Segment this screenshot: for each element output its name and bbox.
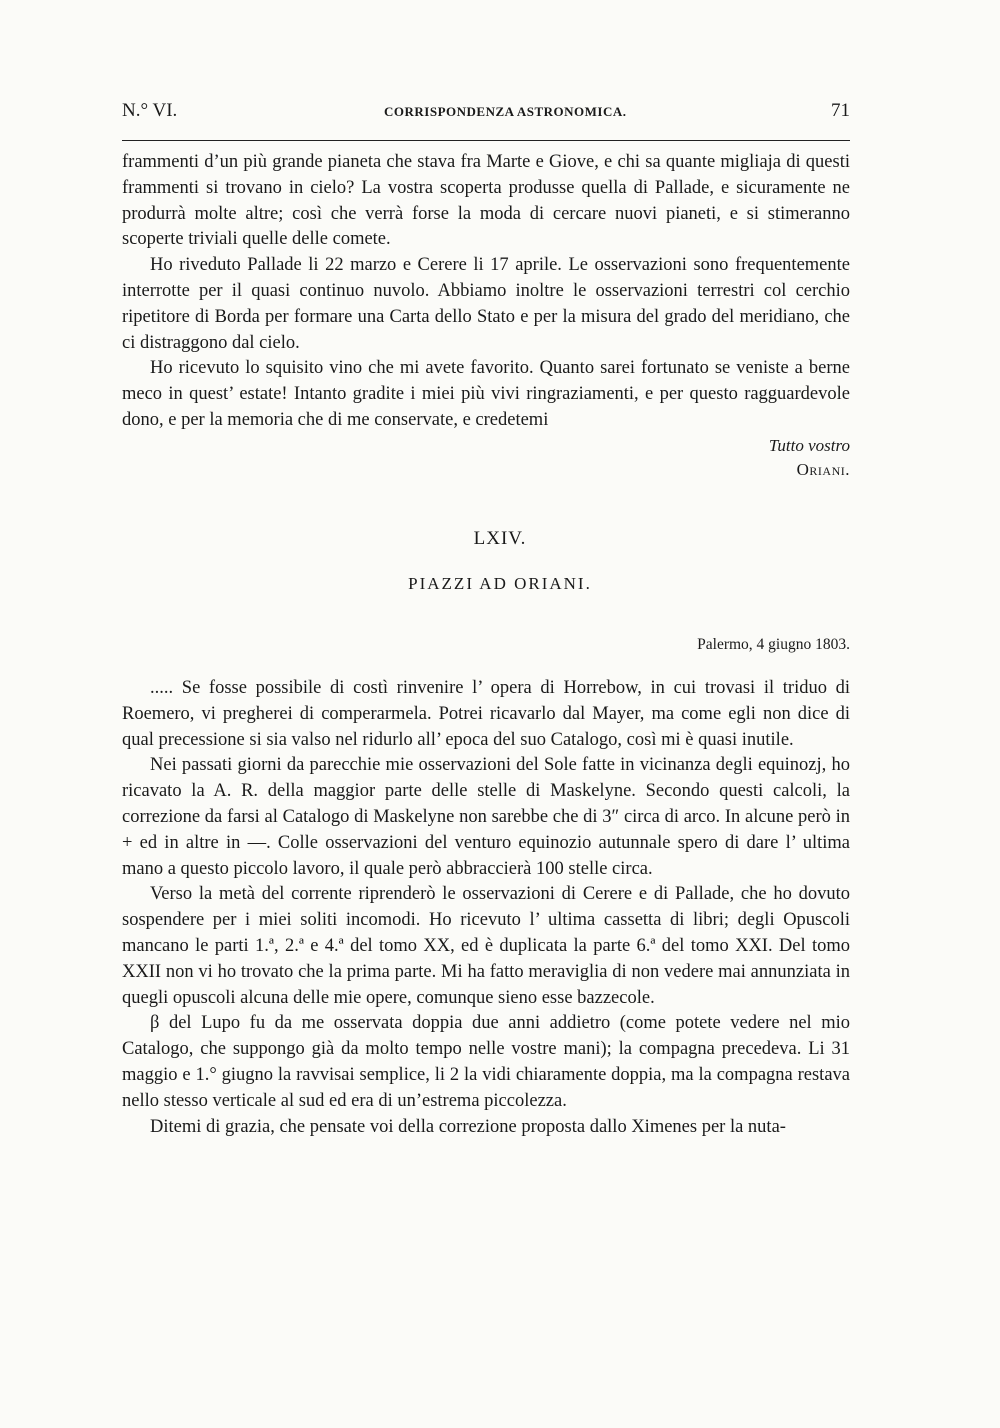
- running-header: [122, 100, 850, 128]
- signature: Oriani.: [796, 460, 850, 479]
- letter-body: [122, 676, 850, 1140]
- paragraph: Verso la metà del corrente riprenderò le osservazioni di Cerere e di Pallade, che ho dovuto sospendere per i miei soliti incomodi. Ho ricevuto l’ ultima cassetta di libri; degli Opuscoli mancano le parti 1.ª, 2.ª e 4.ª del tomo XX, ed è duplicata la parte 6.ª del tomo XXI. Del tomo XXII non vi ho trovato che la prima parte. Mi ha fatto meraviglia di non vedere mai annunziata in quegli opuscoli alcuna delle mie opere, comunque sieno esse bazzecole.: [122, 884, 850, 1008]
- header-rule: [122, 140, 850, 141]
- paragraph: Ho ricevuto lo squisito vino che mi avete favorito. Quanto sarei fortunato se veniste a berne meco in quest’ estate! Intanto gradite i miei più vivi ringraziamenti, e per questo ragguardevole dono, e per la memoria che di me conservate, e credetemi: [122, 358, 850, 430]
- paragraph: ..... Se fosse possibile di costì rinvenire l’ opera di Horrebow, in cui trovasi il triduo di Roemero, vi pregherei di comperarmela. Potrei ricavarlo dal Mayer, ma come egli non dice di qual precessione si sia valso nel ridurlo all’ epoca del suo Catalogo, così mi è quasi inutile.: [122, 678, 850, 750]
- paragraph: Nei passati giorni da parecchie mie osservazioni del Sole fatte in vicinanza degli equinozj, ho ricavato la A. R. della maggior parte delle stelle di Maskelyne. Secondo questi calcoli, la correzione da farsi al Catalogo di Maskelyne non sarebbe che di 3″ circa di arco. In alcune però in + ed in altre in —. Colle osservazioni del venturo equinozio autunnale spero di dare l’ ultima mano a questo piccolo lavoro, il quale però abbraccierà 100 stelle circa.: [122, 755, 850, 879]
- running-title: CORRISPONDENZA ASTRONOMICA.: [384, 104, 627, 119]
- paragraph: Ditemi di grazia, che pensate voi della correzione proposta dallo Ximenes per la nuta-: [150, 1116, 786, 1137]
- paragraph: frammenti d’un più grande pianeta che stava fra Marte e Giove, e chi sa quante migliaja di questi frammenti si trovano in cielo? La vostra scoperta produsse quella di Pallade, e sicuramente ne produrrà molte altre; così che verrà forse la moda di cercare nuovi pianeti, e si stimeranno scoperte triviali quelle delle comete.: [122, 152, 850, 250]
- page-number: 71: [831, 100, 850, 121]
- letter-number: LXIV.: [473, 528, 527, 549]
- paragraph: Ho riveduto Pallade li 22 marzo e Cerere li 17 aprile. Le osservazioni sono frequentemente interrotte per il quasi continuo nuvolo. Abbiamo inoltre le osservazioni terrestri col cerchio ripetitore di Borda per formare una Carta dello Stato e per la misura del grado del meridiano, che ci distraggono dal cielo.: [122, 255, 850, 353]
- closing-salutation: Tutto vostro: [768, 436, 850, 455]
- previous-letter-body: [122, 150, 850, 434]
- letter-title: PIAZZI AD ORIANI.: [408, 574, 592, 593]
- paragraph: β del Lupo fu da me osservata doppia due anni addietro (come potete vedere nel mio Catalogo, che suppongo già da molto tempo nelle vostre mani); la compagna precedeva. Li 31 maggio e 1.° giugno la ravvisai semplice, li 2 la vidi chiaramente doppia, ma la compagna restava nello stesso verticale al sud ed era di un’estrema piccolezza.: [122, 1013, 850, 1111]
- dateline: Palermo, 4 giugno 1803.: [697, 636, 850, 653]
- section-number: N.° VI.: [122, 100, 178, 121]
